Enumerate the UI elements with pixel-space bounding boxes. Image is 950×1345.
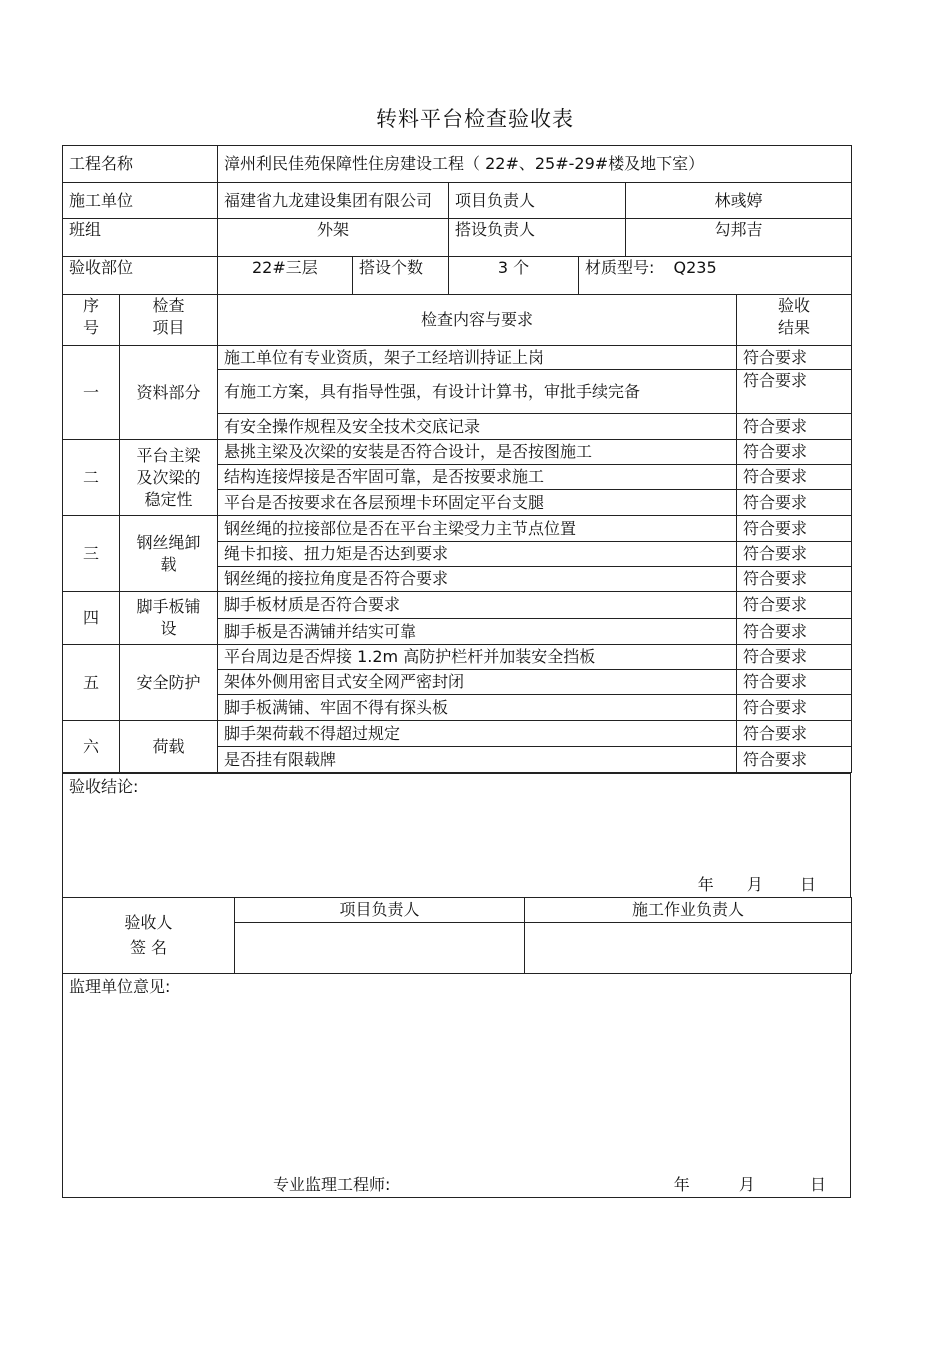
check-result: 符合要求 — [737, 721, 852, 747]
section-name: 平台主梁 及次梁的 稳定性 — [120, 440, 218, 516]
check-result: 符合要求 — [737, 645, 852, 670]
builder-value: 福建省九龙建设集团有限公司 — [218, 183, 449, 219]
check-item: 钢丝绳的接拉角度是否符合要求 — [218, 567, 737, 592]
count-label: 搭设个数 — [353, 257, 449, 295]
check-result: 符合要求 — [737, 465, 852, 490]
material-cell — [579, 257, 852, 295]
supervision-label: 监理单位意见: — [69, 977, 171, 996]
section-name: 资料部分 — [120, 346, 218, 440]
check-result: 符合要求 — [737, 670, 852, 695]
engineer-label: 专业监理工程师: — [273, 1175, 391, 1194]
check-result: 符合要求 — [737, 414, 852, 440]
check-result: 符合要求 — [737, 440, 852, 465]
check-result: 符合要求 — [737, 370, 852, 414]
material-value: Q235 — [673, 258, 717, 277]
check-item: 脚手架荷载不得超过规定 — [218, 721, 737, 747]
project-label: 工程名称 — [63, 146, 218, 183]
check-result: 符合要求 — [737, 619, 852, 645]
check-item: 脚手板是否满铺并结实可靠 — [218, 619, 737, 645]
team-value: 外架 — [218, 219, 449, 257]
inspection-table — [62, 294, 852, 773]
check-result: 符合要求 — [737, 490, 852, 516]
conclusion-date: 年 月 日 — [697, 875, 816, 894]
part-label: 验收部位 — [63, 257, 218, 295]
header-table — [62, 145, 852, 295]
worker-signature-area — [525, 923, 852, 974]
result-header: 验收 结果 — [737, 295, 852, 346]
section-name: 钢丝绳卸 载 — [120, 516, 218, 592]
check-result: 符合要求 — [737, 747, 852, 773]
section-name: 荷载 — [120, 721, 218, 773]
check-item: 有施工方案，具有指导性强，有设计计算书，审批手续完备 — [218, 370, 737, 414]
supervision-table — [62, 973, 851, 1198]
count-value: 3 个 — [449, 257, 579, 295]
check-item: 施工单位有专业资质，架子工经培训持证上岗 — [218, 346, 737, 370]
check-item: 绳卡扣接、扭力矩是否达到要求 — [218, 542, 737, 567]
section-no: 二 — [63, 440, 120, 516]
section-no: 四 — [63, 592, 120, 645]
item-header: 检查 项目 — [120, 295, 218, 346]
page-title: 转料平台检查验收表 — [376, 107, 574, 131]
conclusion-cell — [63, 774, 851, 898]
check-result: 符合要求 — [737, 542, 852, 567]
conclusion-table — [62, 773, 851, 898]
seq-header: 序 号 — [63, 295, 120, 346]
section-no: 六 — [63, 721, 120, 773]
section-no: 五 — [63, 645, 120, 721]
erect-value: 勾邦吉 — [626, 219, 852, 257]
conclusion-label: 验收结论: — [69, 777, 139, 796]
check-item: 钢丝绳的拉接部位是否在平台主梁受力主节点位置 — [218, 516, 737, 542]
check-result: 符合要求 — [737, 346, 852, 370]
supervision-date: 年 月 日 — [673, 1175, 826, 1194]
content-header: 检查内容与要求 — [218, 295, 737, 346]
check-item: 脚手板满铺、牢固不得有探头板 — [218, 695, 737, 721]
check-item: 脚手板材质是否符合要求 — [218, 592, 737, 619]
check-result: 符合要求 — [737, 516, 852, 542]
section-name: 脚手板铺 设 — [120, 592, 218, 645]
material-label: 材质型号: — [585, 258, 655, 277]
check-result: 符合要求 — [737, 567, 852, 592]
worker-signature-header: 施工作业负责人 — [525, 898, 852, 923]
signature-table — [62, 897, 852, 974]
check-item: 架体外侧用密目式安全网严密封闭 — [218, 670, 737, 695]
check-item: 平台是否按要求在各层预埋卡环固定平台支腿 — [218, 490, 737, 516]
check-result: 符合要求 — [737, 695, 852, 721]
section-name: 安全防护 — [120, 645, 218, 721]
section-no: 三 — [63, 516, 120, 592]
part-value: 22#三层 — [218, 257, 353, 295]
supervision-cell — [63, 974, 851, 1198]
project-value: 漳州利民佳苑保障性住房建设工程（ 22#、25#-29#楼及地下室） — [218, 146, 852, 183]
team-label: 班组 — [63, 219, 218, 257]
pm-value: 林彧婷 — [626, 183, 852, 219]
section-no: 一 — [63, 346, 120, 440]
builder-label: 施工单位 — [63, 183, 218, 219]
check-item: 悬挑主梁及次梁的安装是否符合设计，是否按图施工 — [218, 440, 737, 465]
pm-label: 项目负责人 — [449, 183, 626, 219]
pm-signature-header: 项目负责人 — [235, 898, 525, 923]
check-item: 是否挂有限载牌 — [218, 747, 737, 773]
check-item: 有安全操作规程及安全技术交底记录 — [218, 414, 737, 440]
signature-label: 验收人 签 名 — [63, 898, 235, 974]
pm-signature-area — [235, 923, 525, 974]
check-item: 平台周边是否焊接 1.2m 高防护栏杆并加装安全挡板 — [218, 645, 737, 670]
check-result: 符合要求 — [737, 592, 852, 619]
erect-label: 搭设负责人 — [449, 219, 626, 257]
check-item: 结构连接焊接是否牢固可靠，是否按要求施工 — [218, 465, 737, 490]
